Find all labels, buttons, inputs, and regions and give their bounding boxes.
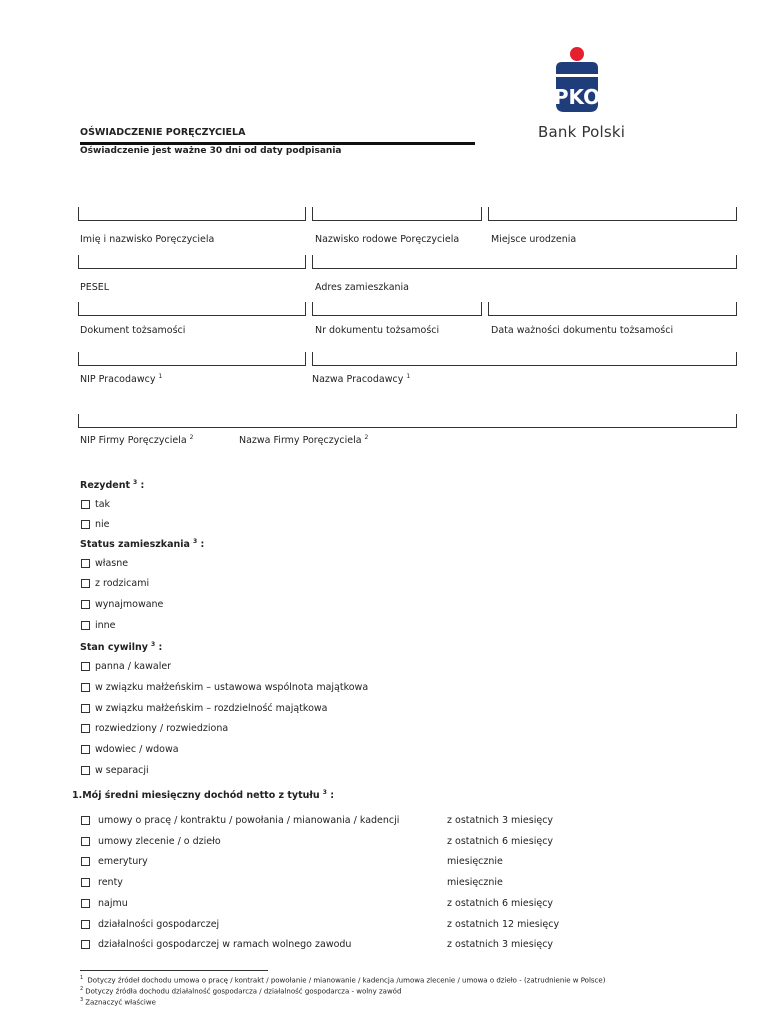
- income-business-period: z ostatnich 12 miesięcy: [447, 919, 560, 930]
- marital-single-checkbox[interactable]: [81, 662, 90, 671]
- income-disability-checkbox[interactable]: [81, 878, 90, 887]
- income-freelance-checkbox[interactable]: [81, 940, 90, 949]
- income-pension-label: emerytury: [98, 856, 148, 867]
- resident-yes-checkbox[interactable]: [81, 500, 90, 509]
- income-contract-period: z ostatnich 6 miesięcy: [447, 836, 554, 847]
- marital-single-label: panna / kawaler: [95, 661, 172, 672]
- pko-logo: [548, 46, 608, 120]
- pesel-label: PESEL: [80, 282, 110, 293]
- company-name-label: Nazwa Firmy Poręczyciela $^2$: [239, 434, 369, 447]
- id-doc-label: Dokument tożsamości: [80, 325, 186, 336]
- address-label: Adres zamieszkania: [315, 282, 409, 293]
- marital-married-joint-checkbox[interactable]: [81, 683, 90, 692]
- footnote-1: $^1$ Dotyczy źródeł dochodu umowa o pracę / kontrakt / powołanie / mianowanie / kadencja /umowa zlecenie / umowa o dzieło - (zatrudnienie w Polsce): [80, 975, 606, 985]
- svg-text:PKO: PKO: [553, 85, 601, 109]
- footnote-rule: [80, 970, 268, 971]
- employer-nip-label: NIP Pracodawcy $^1$: [80, 373, 163, 386]
- id-doc-expiry-input[interactable]: [488, 302, 737, 316]
- marital-separated-label: w separacji: [95, 765, 149, 776]
- employer-name-input[interactable]: [312, 352, 737, 366]
- birthplace-label: Miejsce urodzenia: [491, 234, 577, 245]
- marital-divorced-checkbox[interactable]: [81, 724, 90, 733]
- housing-parents-label: z rodzicami: [95, 578, 150, 589]
- income-contract-checkbox[interactable]: [81, 837, 90, 846]
- marital-widowed-checkbox[interactable]: [81, 745, 90, 754]
- address-input[interactable]: [312, 255, 737, 269]
- income-rental-label: najmu: [98, 898, 128, 909]
- marital-married-separate-checkbox[interactable]: [81, 704, 90, 713]
- title-rule: [80, 142, 475, 145]
- footnote-3: $^3$ Zaznaczyć właściwe: [80, 997, 156, 1007]
- marital-separated-checkbox[interactable]: [81, 766, 90, 775]
- family-name-label: Nazwisko rodowe Poręczyciela: [315, 234, 460, 245]
- marital-divorced-label: rozwiedziony / rozwiedziona: [95, 723, 229, 734]
- bank-name: Bank Polski: [538, 123, 626, 141]
- income-pension-checkbox[interactable]: [81, 857, 90, 866]
- name-input[interactable]: [78, 207, 306, 221]
- marital-widowed-label: wdowiec / wdowa: [95, 744, 179, 755]
- income-contract-label: umowy zlecenie / o dzieło: [98, 836, 221, 847]
- income-business-checkbox[interactable]: [81, 920, 90, 929]
- housing-heading: Status zamieszkania $^3$ :: [80, 538, 205, 551]
- resident-no-checkbox[interactable]: [81, 520, 90, 529]
- housing-rented-checkbox[interactable]: [81, 600, 90, 609]
- income-employment-period: z ostatnich 3 miesięcy: [447, 815, 554, 826]
- housing-other-label: inne: [95, 620, 116, 631]
- family-name-input[interactable]: [312, 207, 482, 221]
- form-subtitle: Oświadczenie jest ważne 30 dni od daty podpisania: [80, 146, 342, 156]
- id-doc-no-label: Nr dokumentu tożsamości: [315, 325, 440, 336]
- id-doc-input[interactable]: [78, 302, 306, 316]
- marital-married-separate-label: w związku małżeńskim – rozdzielność majątkowa: [95, 703, 328, 714]
- income-pension-period: miesięcznie: [447, 856, 503, 867]
- birthplace-input[interactable]: [488, 207, 737, 221]
- income-rental-checkbox[interactable]: [81, 899, 90, 908]
- id-doc-no-input[interactable]: [312, 302, 482, 316]
- income-disability-label: renty: [98, 877, 123, 888]
- income-heading: 1.Mój średni miesięczny dochód netto z tytułu $^3$ :: [72, 789, 335, 802]
- housing-other-checkbox[interactable]: [81, 621, 90, 630]
- pko-logo-icon: [548, 46, 608, 116]
- income-disability-period: miesięcznie: [447, 877, 503, 888]
- employer-name-label: Nazwa Pracodawcy $^1$: [312, 373, 411, 386]
- income-freelance-label: działalności gospodarczej w ramach wolnego zawodu: [98, 939, 352, 950]
- income-employment-checkbox[interactable]: [81, 816, 90, 825]
- income-freelance-period: z ostatnich 3 miesięcy: [447, 939, 554, 950]
- company-input[interactable]: [78, 414, 737, 428]
- housing-parents-checkbox[interactable]: [81, 579, 90, 588]
- resident-no-label: nie: [95, 519, 110, 530]
- resident-yes-label: tak: [95, 499, 111, 510]
- income-business-label: działalności gospodarczej: [98, 919, 220, 930]
- footnote-2: $^2$ Dotyczy źródła dochodu działalność gospodarcza / działalność gospodarcza - wolny zawód: [80, 986, 402, 996]
- name-label: Imię i nazwisko Poręczyciela: [80, 234, 215, 245]
- income-rental-period: z ostatnich 6 miesięcy: [447, 898, 554, 909]
- housing-own-checkbox[interactable]: [81, 559, 90, 568]
- housing-rented-label: wynajmowane: [95, 599, 164, 610]
- resident-heading: Rezydent $^3$ :: [80, 479, 145, 492]
- housing-own-label: własne: [95, 558, 129, 569]
- form-title: OŚWIADCZENIE PORĘCZYCIELA: [80, 127, 246, 138]
- id-doc-expiry-label: Data ważności dokumentu tożsamości: [491, 325, 674, 336]
- marital-heading: Stan cywilny $^3$ :: [80, 641, 163, 654]
- company-nip-label: NIP Firmy Poręczyciela $^2$: [80, 434, 194, 447]
- pesel-input[interactable]: [78, 255, 306, 269]
- marital-married-joint-label: w związku małżeńskim – ustawowa wspólnota majątkowa: [95, 682, 369, 693]
- employer-nip-input[interactable]: [78, 352, 306, 366]
- income-employment-label: umowy o pracę / kontraktu / powołania / mianowania / kadencji: [98, 815, 400, 826]
